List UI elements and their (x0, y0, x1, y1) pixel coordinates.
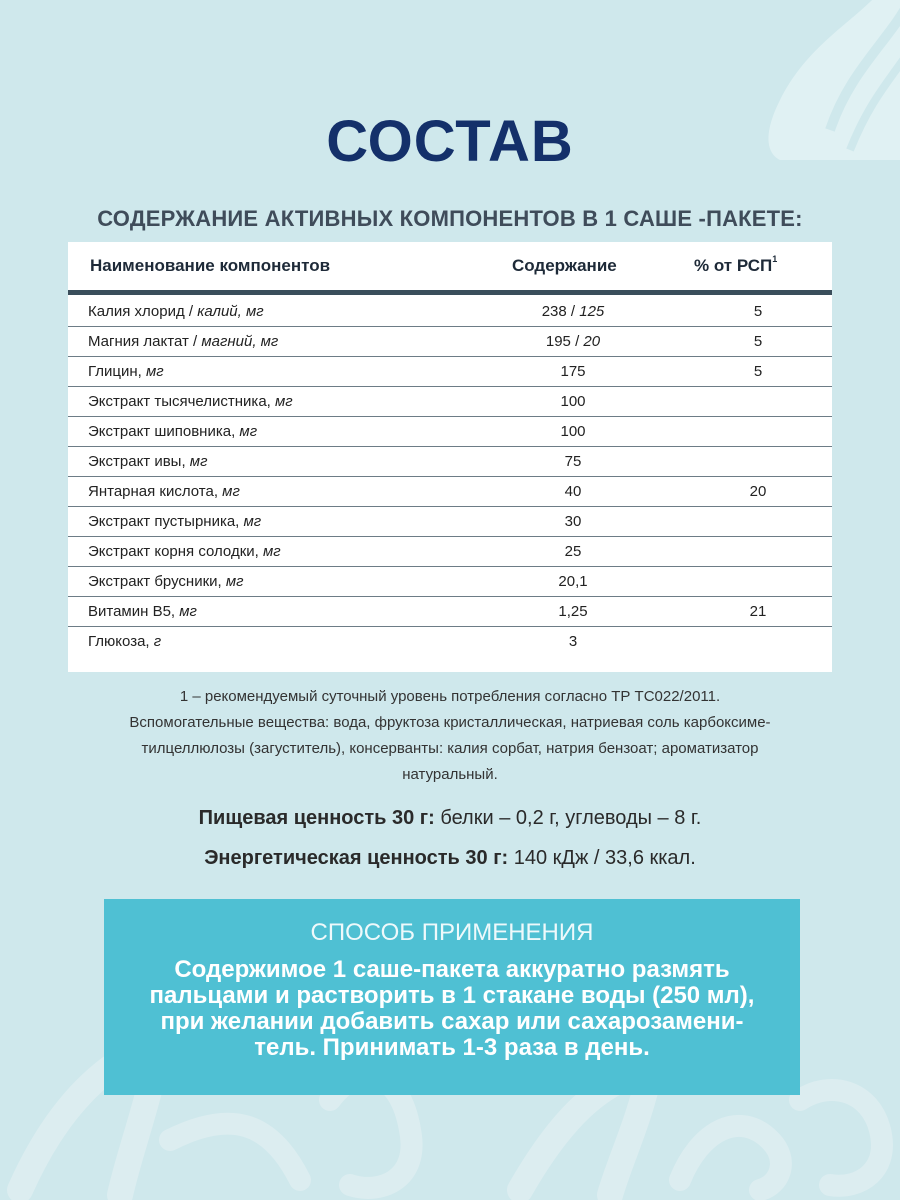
component-name (88, 543, 281, 560)
component-unit: мг (270, 393, 293, 410)
usage-line: при желании добавить сахар или сахарозамени- (160, 1008, 744, 1035)
component-label: Экстракт корня солодки, (88, 543, 259, 560)
component-unit: г (149, 633, 162, 650)
energy-value-label: Энергетическая ценность 30 г: (204, 847, 509, 869)
component-name (88, 393, 293, 410)
content-value: 25 (564, 543, 582, 560)
component-name (88, 483, 240, 500)
component-label: Экстракт шиповника, (88, 423, 236, 440)
component-unit: мг (235, 423, 258, 440)
component-content (498, 543, 648, 560)
component-name (88, 333, 278, 350)
component-unit: мг (141, 363, 164, 380)
component-unit: магний, мг (197, 333, 279, 350)
usage-title: СПОСОБ ПРИМЕНЕНИЯ (310, 919, 594, 946)
table-row (68, 417, 832, 447)
table-row (68, 327, 832, 357)
component-name (88, 513, 261, 530)
component-content (498, 423, 648, 440)
table-row (68, 477, 832, 507)
component-content (498, 453, 648, 470)
header-content: Содержание (512, 256, 617, 275)
component-rsp: 21 (749, 603, 767, 620)
component-unit: мг (221, 573, 244, 590)
content-value: 175 (560, 363, 586, 380)
component-rsp: 5 (753, 303, 763, 320)
component-label: Магния лактат / (88, 333, 198, 350)
component-name (88, 423, 257, 440)
component-unit: мг (258, 543, 281, 560)
content-value: 195 / (545, 333, 580, 350)
component-content (498, 363, 648, 380)
component-label: Экстракт ивы, (88, 453, 186, 470)
component-unit: мг (218, 483, 240, 500)
table-row (68, 627, 832, 656)
content-value: 75 (564, 453, 582, 470)
component-label: Витамин В5, (88, 603, 176, 620)
energy-value-text: 140 кДж / 33,6 ккал. (508, 847, 696, 869)
footnotes (60, 684, 840, 788)
component-label: Глюкоза, (88, 633, 150, 650)
content-value: 238 / (541, 303, 576, 320)
food-value-label: Пищевая ценность 30 г: (198, 807, 435, 829)
component-content (498, 303, 648, 320)
usage-line: пальцами и растворить в 1 стакане воды (250 мл), (149, 982, 755, 1009)
component-label: Экстракт брусники, (88, 573, 222, 590)
component-unit: мг (185, 453, 208, 470)
food-value-text: белки – 0,2 г, углеводы – 8 г. (434, 807, 702, 829)
content-value-extra: 20 (579, 333, 601, 350)
component-name (88, 303, 264, 320)
component-label: Калия хлорид / (88, 303, 194, 320)
auxiliary-substances-line-2: тилцеллюлозы (загуститель), консерванты: калия сорбат, натрия бензоат; ароматизатор (141, 740, 759, 757)
component-content (498, 513, 648, 530)
component-label: Экстракт пустырника, (88, 513, 240, 530)
content-value: 3 (568, 633, 578, 650)
component-content (498, 633, 648, 650)
component-content (498, 393, 648, 410)
header-rsp-footnote-mark: 1 (772, 254, 778, 264)
table-row (68, 537, 832, 567)
component-content (498, 483, 648, 500)
page-title: СОСТАВ (326, 109, 574, 174)
content-value: 40 (564, 483, 582, 500)
component-name (88, 363, 164, 380)
content-value: 100 (560, 423, 586, 440)
content-value: 20,1 (558, 573, 588, 590)
content-value: 30 (564, 513, 582, 530)
auxiliary-substances-line-1: Вспомогательные вещества: вода, фруктоза кристаллическая, натриевая соль карбоксиме- (129, 714, 771, 731)
component-content (498, 333, 648, 350)
food-value-line (0, 798, 900, 838)
table-header (68, 242, 832, 290)
component-content (498, 573, 648, 590)
content-value: 1,25 (558, 603, 588, 620)
usage-instructions-box (104, 899, 800, 1095)
table-row (68, 387, 832, 417)
section-subtitle: СОДЕРЖАНИЕ АКТИВНЫХ КОМПОНЕНТОВ В 1 САШЕ -ПАКЕТЕ: (97, 206, 803, 231)
table-row (68, 597, 832, 627)
table-row (68, 567, 832, 597)
component-rsp: 5 (753, 363, 763, 380)
component-rsp: 20 (749, 483, 767, 500)
table-row (68, 507, 832, 537)
table-body (68, 297, 832, 656)
table-row (68, 357, 832, 387)
component-rsp: 5 (753, 333, 763, 350)
component-name (88, 633, 161, 650)
component-unit: калий, мг (193, 303, 264, 320)
nutrition-info (0, 798, 900, 878)
content-value: 100 (560, 393, 586, 410)
component-name (88, 573, 244, 590)
component-name (88, 603, 197, 620)
header-rsp-label: % от РСП (694, 256, 773, 275)
component-label: Экстракт тысячелистника, (88, 393, 271, 410)
header-divider (68, 290, 832, 295)
usage-line: тель. Принимать 1-3 раза в день. (254, 1034, 650, 1061)
component-label: Янтарная кислота, (88, 483, 219, 500)
table-row (68, 297, 832, 327)
header-rsp (694, 256, 777, 276)
usage-line: Содержимое 1 саше-пакета аккуратно размять (174, 956, 730, 983)
components-table (68, 242, 832, 672)
content-value-extra: 125 (575, 303, 605, 320)
component-unit: мг (239, 513, 262, 530)
header-name: Наименование компонентов (90, 256, 331, 275)
auxiliary-substances-line-3: натуральный. (402, 766, 498, 783)
table-row (68, 447, 832, 477)
footnote-rsp: 1 – рекомендуемый суточный уровень потребления согласно ТР ТС022/2011. (179, 688, 721, 705)
component-unit: мг (175, 603, 197, 620)
usage-text (124, 957, 780, 1061)
energy-value-line (0, 838, 900, 878)
component-label: Глицин, (88, 363, 142, 380)
component-name (88, 453, 208, 470)
component-content (498, 603, 648, 620)
